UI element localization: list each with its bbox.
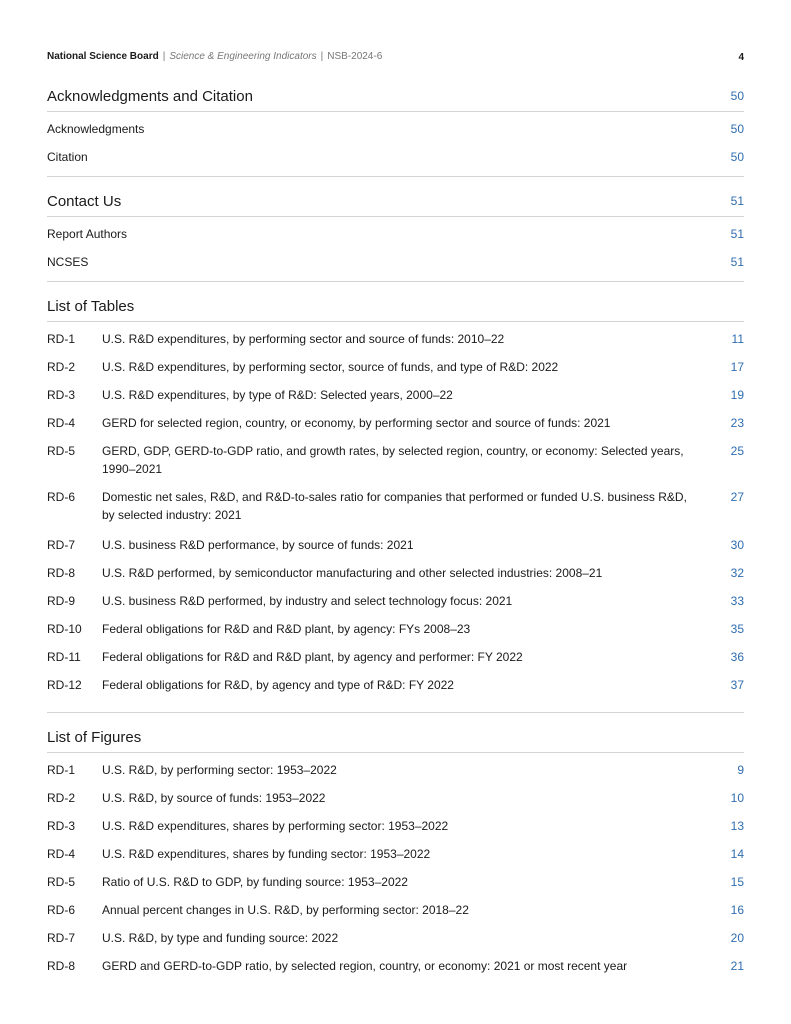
- entry-code: RD-3: [47, 819, 76, 833]
- header-report-code: NSB-2024-6: [327, 51, 383, 62]
- running-header: [47, 50, 744, 64]
- entry-label: Acknowledgments: [47, 122, 145, 136]
- header-separator: |: [320, 51, 324, 62]
- entry-title: U.S. R&D expenditures, shares by performing sector: 1953–2022: [102, 819, 449, 833]
- section-divider: [47, 281, 744, 282]
- entry-page-link[interactable]: 30: [730, 538, 744, 552]
- entry-page-link[interactable]: 9: [737, 763, 744, 777]
- entry-page-link[interactable]: 15: [730, 875, 744, 889]
- entry-title: [102, 442, 712, 478]
- entry-title: U.S. business R&D performed, by industry and select technology focus: 2021: [102, 594, 513, 608]
- entry-code: RD-5: [47, 875, 76, 889]
- entry-title: Ratio of U.S. R&D to GDP, by funding source: 1953–2022: [102, 875, 408, 889]
- entry-title: U.S. business R&D performance, by source of funds: 2021: [102, 538, 414, 552]
- entry-code: RD-7: [47, 931, 76, 945]
- section-page-link[interactable]: 50: [730, 89, 744, 103]
- entry-title: Federal obligations for R&D and R&D plant, by agency: FYs 2008–23: [102, 622, 471, 636]
- entry-title: U.S. R&D expenditures, shares by funding sector: 1953–2022: [102, 847, 431, 861]
- entry-title-line: GERD, GDP, GERD-to-GDP ratio, and growth rates, by selected region, country, or economy: Selected years,: [102, 444, 684, 458]
- entry-title-line: by selected industry: 2021: [102, 508, 242, 522]
- entry-title-line: Domestic net sales, R&D, and R&D-to-sales ratio for companies that performed or funded U.S. business R&D,: [102, 490, 687, 504]
- entry-code: RD-6: [47, 903, 76, 917]
- entry-page-link[interactable]: 20: [730, 931, 744, 945]
- section-contact-heading[interactable]: [47, 192, 744, 217]
- section-divider: [47, 712, 744, 713]
- entry-page-link[interactable]: 17: [730, 360, 744, 374]
- entry-page-link[interactable]: 51: [730, 227, 744, 241]
- entry-code: RD-1: [47, 763, 76, 777]
- entry-code: RD-3: [47, 388, 76, 402]
- section-ack-heading[interactable]: [47, 87, 744, 112]
- entry-page-link[interactable]: 37: [730, 678, 744, 692]
- entry-page-link[interactable]: 10: [730, 791, 744, 805]
- entry-page-link[interactable]: 32: [730, 566, 744, 580]
- entry-page-link[interactable]: 21: [730, 959, 744, 973]
- table-entry[interactable]: [47, 442, 744, 478]
- entry-title: U.S. R&D performed, by semiconductor manufacturing and other selected industries: 2008–21: [102, 566, 603, 580]
- entry-page-link[interactable]: 14: [730, 847, 744, 861]
- section-divider: [47, 176, 744, 177]
- entry-title: Federal obligations for R&D, by agency and type of R&D: FY 2022: [102, 678, 454, 692]
- entry-title: U.S. R&D, by source of funds: 1953–2022: [102, 791, 326, 805]
- header-publication: Science & Engineering Indicators: [169, 51, 317, 62]
- entry-code: RD-8: [47, 566, 76, 580]
- entry-code: RD-2: [47, 791, 76, 805]
- header-org: National Science Board: [47, 51, 159, 62]
- entry-page-link[interactable]: 16: [730, 903, 744, 917]
- entry-code: RD-1: [47, 332, 76, 346]
- section-title: List of Figures: [47, 729, 142, 746]
- entry-title: GERD and GERD-to-GDP ratio, by selected region, country, or economy: 2021 or most recent year: [102, 959, 628, 973]
- page-number: 4: [738, 52, 744, 63]
- entry-code: RD-5: [47, 444, 76, 458]
- entry-code: RD-12: [47, 678, 82, 692]
- entry-page-link[interactable]: 23: [730, 416, 744, 430]
- entry-title: [102, 488, 712, 524]
- entry-page-link[interactable]: 27: [730, 490, 744, 504]
- section-page-link[interactable]: 51: [730, 194, 744, 208]
- entry-label: NCSES: [47, 255, 89, 269]
- entry-code: RD-8: [47, 959, 76, 973]
- entry-title: U.S. R&D expenditures, by performing sector, source of funds, and type of R&D: 2022: [102, 360, 559, 374]
- section-title: Acknowledgments and Citation: [47, 88, 253, 105]
- table-entry[interactable]: [47, 488, 744, 524]
- entry-code: RD-4: [47, 416, 76, 430]
- entry-page-link[interactable]: 35: [730, 622, 744, 636]
- header-separator: |: [162, 51, 166, 62]
- entry-title-line: 1990–2021: [102, 462, 163, 476]
- entry-page-link[interactable]: 25: [730, 444, 744, 458]
- entry-code: RD-4: [47, 847, 76, 861]
- entry-code: RD-9: [47, 594, 76, 608]
- entry-page-link[interactable]: 33: [730, 594, 744, 608]
- section-figures-heading: [47, 728, 744, 753]
- entry-title: U.S. R&D expenditures, by performing sector and source of funds: 2010–22: [102, 332, 505, 346]
- entry-title: Federal obligations for R&D and R&D plant, by agency and performer: FY 2022: [102, 650, 523, 664]
- entry-code: RD-11: [47, 650, 81, 664]
- entry-page-link[interactable]: 51: [730, 255, 744, 269]
- entry-page-link[interactable]: 13: [730, 819, 744, 833]
- entry-title: Annual percent changes in U.S. R&D, by performing sector: 2018–22: [102, 903, 469, 917]
- section-title: List of Tables: [47, 298, 135, 315]
- entry-label: Citation: [47, 150, 88, 164]
- entry-page-link[interactable]: 36: [730, 650, 744, 664]
- entry-page-link[interactable]: 50: [730, 122, 744, 136]
- entry-title: U.S. R&D, by performing sector: 1953–2022: [102, 763, 337, 777]
- section-title: Contact Us: [47, 193, 122, 210]
- entry-page-link[interactable]: 11: [731, 332, 744, 346]
- entry-code: RD-2: [47, 360, 76, 374]
- entry-page-link[interactable]: 50: [730, 150, 744, 164]
- entry-code: RD-6: [47, 490, 76, 504]
- entry-page-link[interactable]: 19: [730, 388, 744, 402]
- entry-title: U.S. R&D expenditures, by type of R&D: Selected years, 2000–22: [102, 388, 453, 402]
- section-tables-heading: [47, 297, 744, 322]
- entry-title: GERD for selected region, country, or economy, by performing sector and source of funds: 2021: [102, 416, 611, 430]
- entry-label: Report Authors: [47, 227, 128, 241]
- entry-title: U.S. R&D, by type and funding source: 2022: [102, 931, 339, 945]
- entry-code: RD-10: [47, 622, 82, 636]
- entry-code: RD-7: [47, 538, 76, 552]
